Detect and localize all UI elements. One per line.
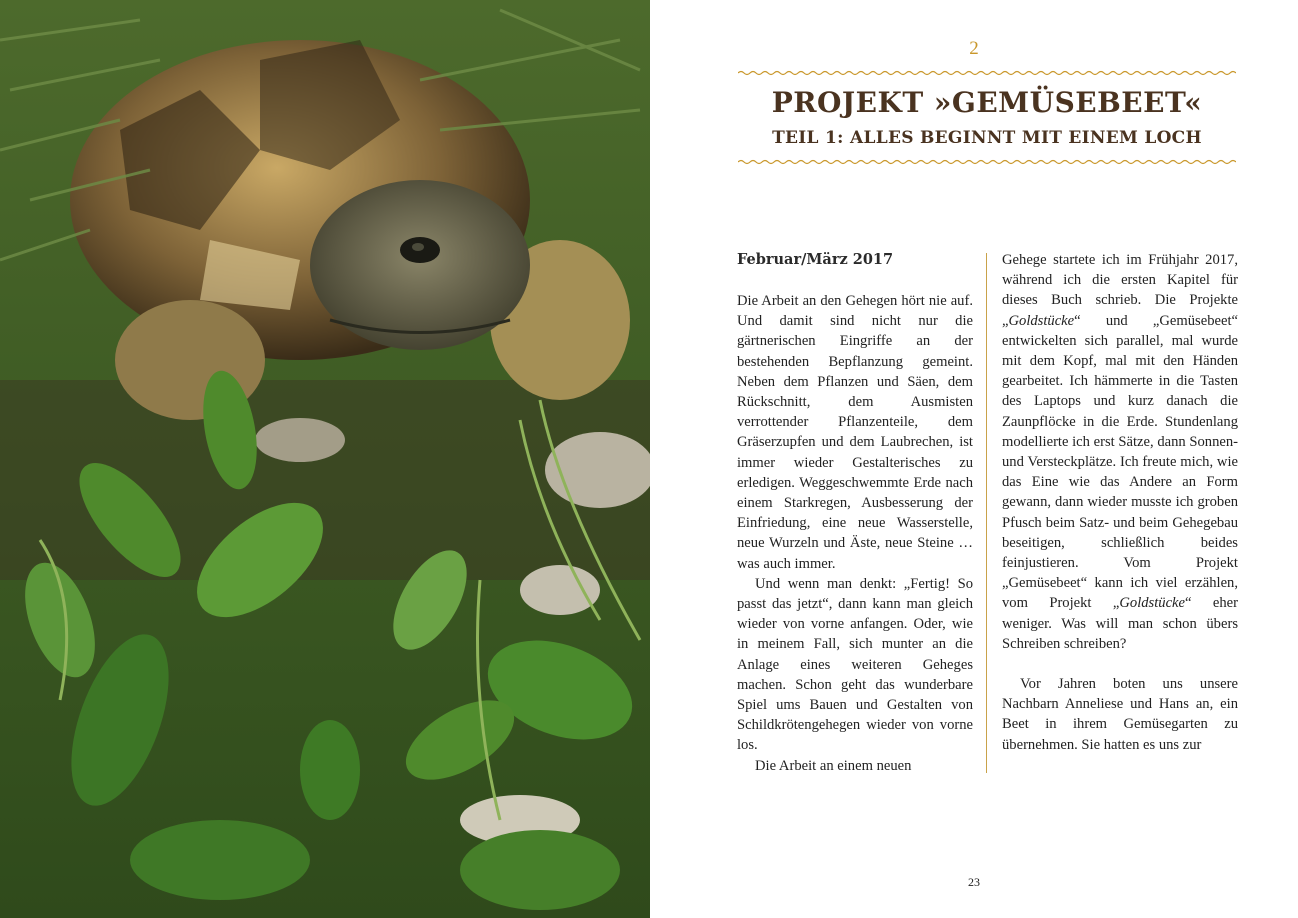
text-column-right <box>1002 250 1238 755</box>
column-divider <box>986 253 987 773</box>
paragraph-3-continued <box>1002 250 1238 654</box>
goldstuecke-italic: Goldstücke <box>1008 312 1075 329</box>
chapter-number: 2 <box>969 38 979 59</box>
paragraph-3-part-b: “ und „Gemüsebeet“ entwickelten sich parallel, mal wurde mit dem Kopf, mal mit den Händen gearbeitet. Ich hämmerte in die Tasten des Laptops und kurz danach die Zaunpflöcke in die Erde. Stundenlang modellierte ich erst Sätze, dann Sonnen- und Versteckplätze. Ich freute mich, wie das Eine wie das Andere an Form gewann, dann wieder musste ich groben Pfusch beim Satz- und beim Gehegebau beseitigen, schließlich beides feinjustieren. Vom Projekt „Gemüsebeet“ kann ich viel erzählen, vom Projekt „ <box>1002 312 1238 612</box>
paragraph-4: Vor Jahren boten uns unsere Nachbarn Anneliese und Hans an, ein Beet in ihrem Gemüsegarten zu übernehmen. Sie hatten es uns zur <box>1002 676 1238 753</box>
paragraph-1: Die Arbeit an den Gehegen hört nie auf. Und damit sind nicht nur die gärtnerischen Eingriffe an der bestehenden Bepflanzung gemeint. Neben dem Pflanzen und Säen, dem Rückschnitt, dem Ausmisten verrottender Pflanzenteile, dem Gräserzupfen und dem Laubrechen, ist immer wieder Gestalterisches zu erledigen. Weggeschwemmte Erde nach einem Starkregen, Ausbesserung der Einfriedung, eine neue Wasserstelle, neue Wurzeln und Äste, neue Steine … was auch immer. <box>737 293 973 572</box>
paragraph-3-start: Die Arbeit an einem neuen <box>755 757 912 774</box>
ornament-bottom-rule <box>738 158 1236 166</box>
paragraph-3-part-a: Gehege startete ich im Frühjahr 2017, während ich die ersten Kapitel für dieses Buch schrieb. Die Projekte „ <box>1002 252 1238 329</box>
text-column-left <box>737 250 973 776</box>
paragraph-2: Und wenn man denkt: „Fertig! So passt das jetzt“, dann kann man gleich wieder von vorne anfangen. Oder, wie in meinem Fall, sich munter an die Anlage eines weiteren Geheges machen. Schon geht das wunderbare Spiel ums Bauen und Gestalten von Schildkrötengehegen wieder von vorne los. <box>737 575 973 754</box>
paragraph-3-part-c: “ eher weniger. Was will man schon übers Schreiben schreiben? <box>1002 595 1238 652</box>
ornament-top-rule <box>738 69 1236 77</box>
section-date: Februar/März 2017 <box>737 251 894 268</box>
chapter-title: PROJEKT »GEMÜSEBEET« <box>771 86 1203 119</box>
text-page <box>650 0 1298 918</box>
goldstuecke-italic-2: Goldstücke <box>1119 595 1186 612</box>
chapter-subtitle: TEIL 1: ALLES BEGINNT MIT EINEM LOCH <box>772 128 1202 148</box>
page-number: 23 <box>968 875 980 889</box>
